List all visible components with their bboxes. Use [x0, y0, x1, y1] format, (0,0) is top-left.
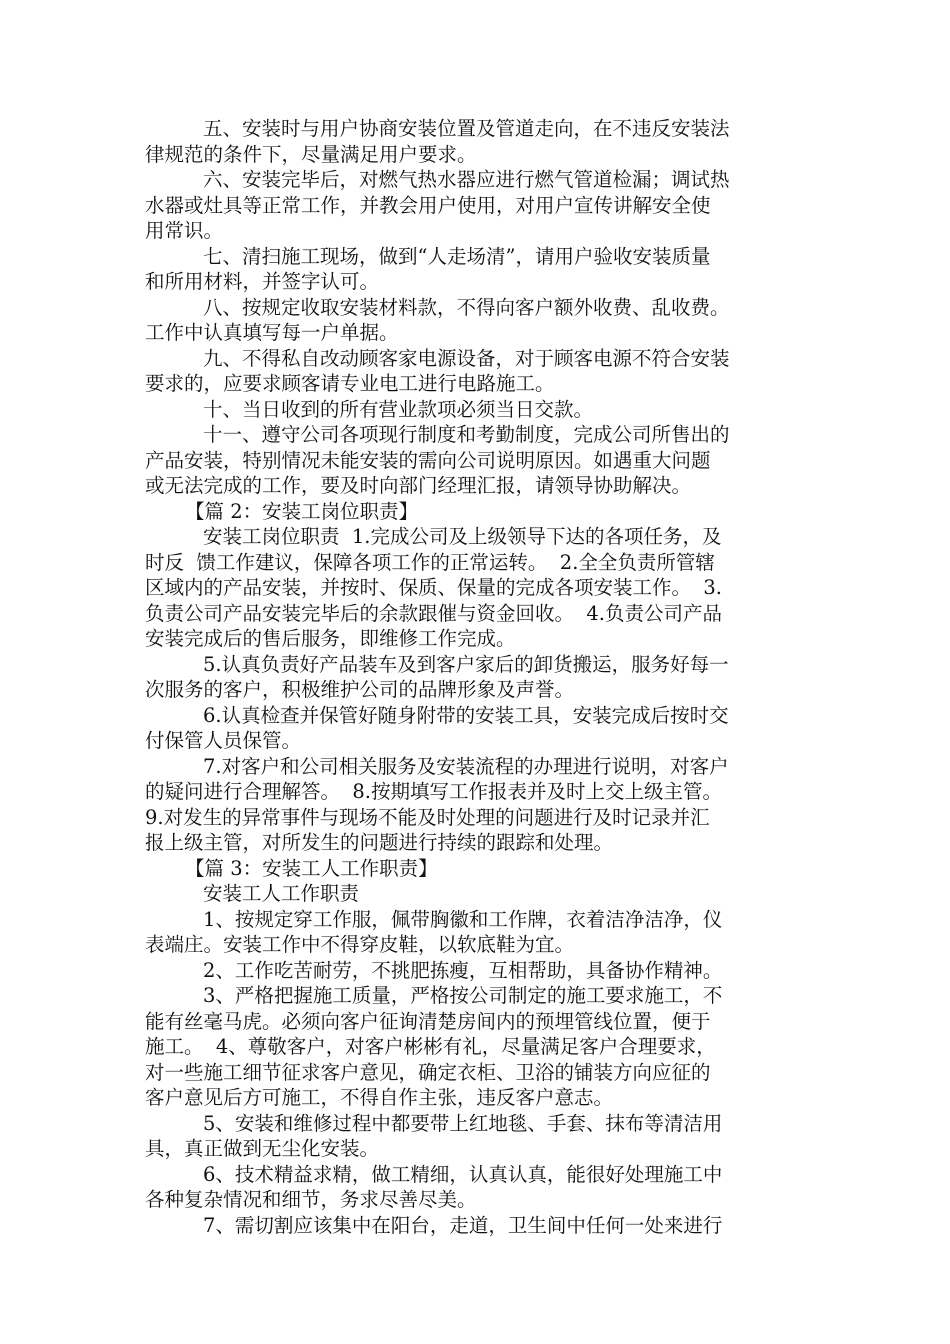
text-line: 1、按规定穿工作服，佩带胸徽和工作牌，衣着洁净洁净，仪	[203, 907, 723, 931]
text-line: 七、清扫施工现场，做到“人走场清”，请用户验收安装质量	[203, 244, 711, 268]
text-line: 施工。 4、尊敬客户，对客户彬彬有礼，尽量满足客户合理要求，	[145, 1035, 716, 1058]
text-line: 3、严格把握施工质量，严格按公司制定的施工要求施工，不	[203, 984, 723, 1007]
text-line: 6.认真检查并保管好随身附带的安装工具，安装完成后按时交	[203, 703, 729, 727]
text-line: 六、安装完毕后，对燃气热水器应进行燃气管道检漏；调试热	[203, 168, 730, 191]
text-line: 各种复杂情况和细节，务求尽善尽美。	[145, 1188, 477, 1211]
text-line: 或无法完成的工作，要及时向部门经理汇报，请领导协助解决。	[145, 474, 692, 497]
text-line: 安装工岗位职责 1.完成公司及上级领导下达的各项任务，及	[203, 525, 722, 548]
text-line: 9.对发生的异常事件与现场不能及时处理的问题进行及时记录并汇	[145, 805, 710, 829]
text-line: 用常识。	[145, 219, 224, 242]
text-line: 7、需切割应该集中在阳台，走道，卫生间中任何一处来进行	[203, 1213, 723, 1237]
text-line: 2、工作吃苦耐劳，不挑肥拣瘦，互相帮助，具备协作精神。	[203, 958, 723, 982]
text-line: 产品安装，特别情况未能安装的需向公司说明原因。如遇重大问题	[145, 448, 711, 472]
text-line: 6、技术精益求精，做工精细，认真认真，能很好处理施工中	[203, 1162, 723, 1186]
text-line: 十、当日收到的所有营业款项必须当日交款。	[203, 397, 594, 421]
text-line: 表端庄。安装工作中不得穿皮鞋，以软底鞋为宜。	[145, 933, 575, 956]
text-line: 报上级主管，对所发生的问题进行持续的跟踪和处理。	[145, 831, 614, 854]
text-line: 时反 馈工作建议，保障各项工作的正常运转。 2.全全负责所管辖	[145, 550, 715, 574]
text-line: 水器或灶具等正常工作，并教会用户使用，对用户宣传讲解安全使	[145, 193, 711, 217]
text-line: 7.对客户和公司相关服务及安装流程的办理进行说明，对客户	[203, 754, 729, 778]
text-line: 十一、遵守公司各项现行制度和考勤制度，完成公司所售出的	[203, 423, 730, 446]
text-line: 5、安装和维修过程中都要带上红地毯、手套、抹布等清洁用	[203, 1111, 723, 1135]
text-line: 付保管人员保管。	[145, 729, 302, 752]
text-line: 5.认真负责好产品装车及到客户家后的卸货搬运，服务好每一	[203, 652, 729, 676]
text-line: 能有丝毫马虎。必须向客户征询清楚房间内的预埋管线位置，便于	[145, 1009, 711, 1033]
text-line: 区域内的产品安装，并按时、保质、保量的完成各项安装工作。 3.	[145, 576, 723, 599]
text-line: 工作中认真填写每一户单据。	[145, 321, 399, 344]
subsection-title: 安装工人工作职责	[203, 882, 360, 905]
text-line: 九、不得私自改动顾客家电源设备，对于顾客电源不符合安装	[203, 346, 730, 370]
text-line: 要求的，应要求顾客请专业电工进行电路施工。	[145, 372, 555, 395]
text-line: 具，真正做到无尘化安装。	[145, 1137, 380, 1160]
text-line: 八、按规定收取安装材料款，不得向客户额外收费、乱收费。	[203, 295, 730, 319]
text-line: 安装完成后的售后服务，即维修工作完成。	[145, 627, 516, 650]
text-line: 对一些施工细节征求客户意见，确定衣柜、卫浴的铺装方向应征的	[145, 1060, 711, 1084]
text-line: 客户意见后方可施工，不得自作主张，违反客户意志。	[145, 1086, 614, 1109]
text-line: 律规范的条件下，尽量满足用户要求。	[145, 142, 477, 166]
text-line: 和所用材料，并签字认可。	[145, 270, 380, 293]
document-page	[145, 116, 815, 1238]
text-line: 的疑问进行合理解答。 8.按期填写工作报表并及时上交上级主管。	[145, 780, 723, 803]
text-line: 五、安装时与用户协商安装位置及管道走向，在不违反安装法	[203, 117, 730, 140]
text-line: 次服务的客户，积极维护公司的品牌形象及声誉。	[145, 678, 575, 701]
section-heading: 【篇 2：安装工岗位职责】	[185, 499, 419, 523]
text-line: 负责公司产品安装完毕后的余款跟催与资金回收。 4.负责公司产品	[145, 601, 723, 625]
section-heading: 【篇 3：安装工人工作职责】	[185, 856, 438, 880]
